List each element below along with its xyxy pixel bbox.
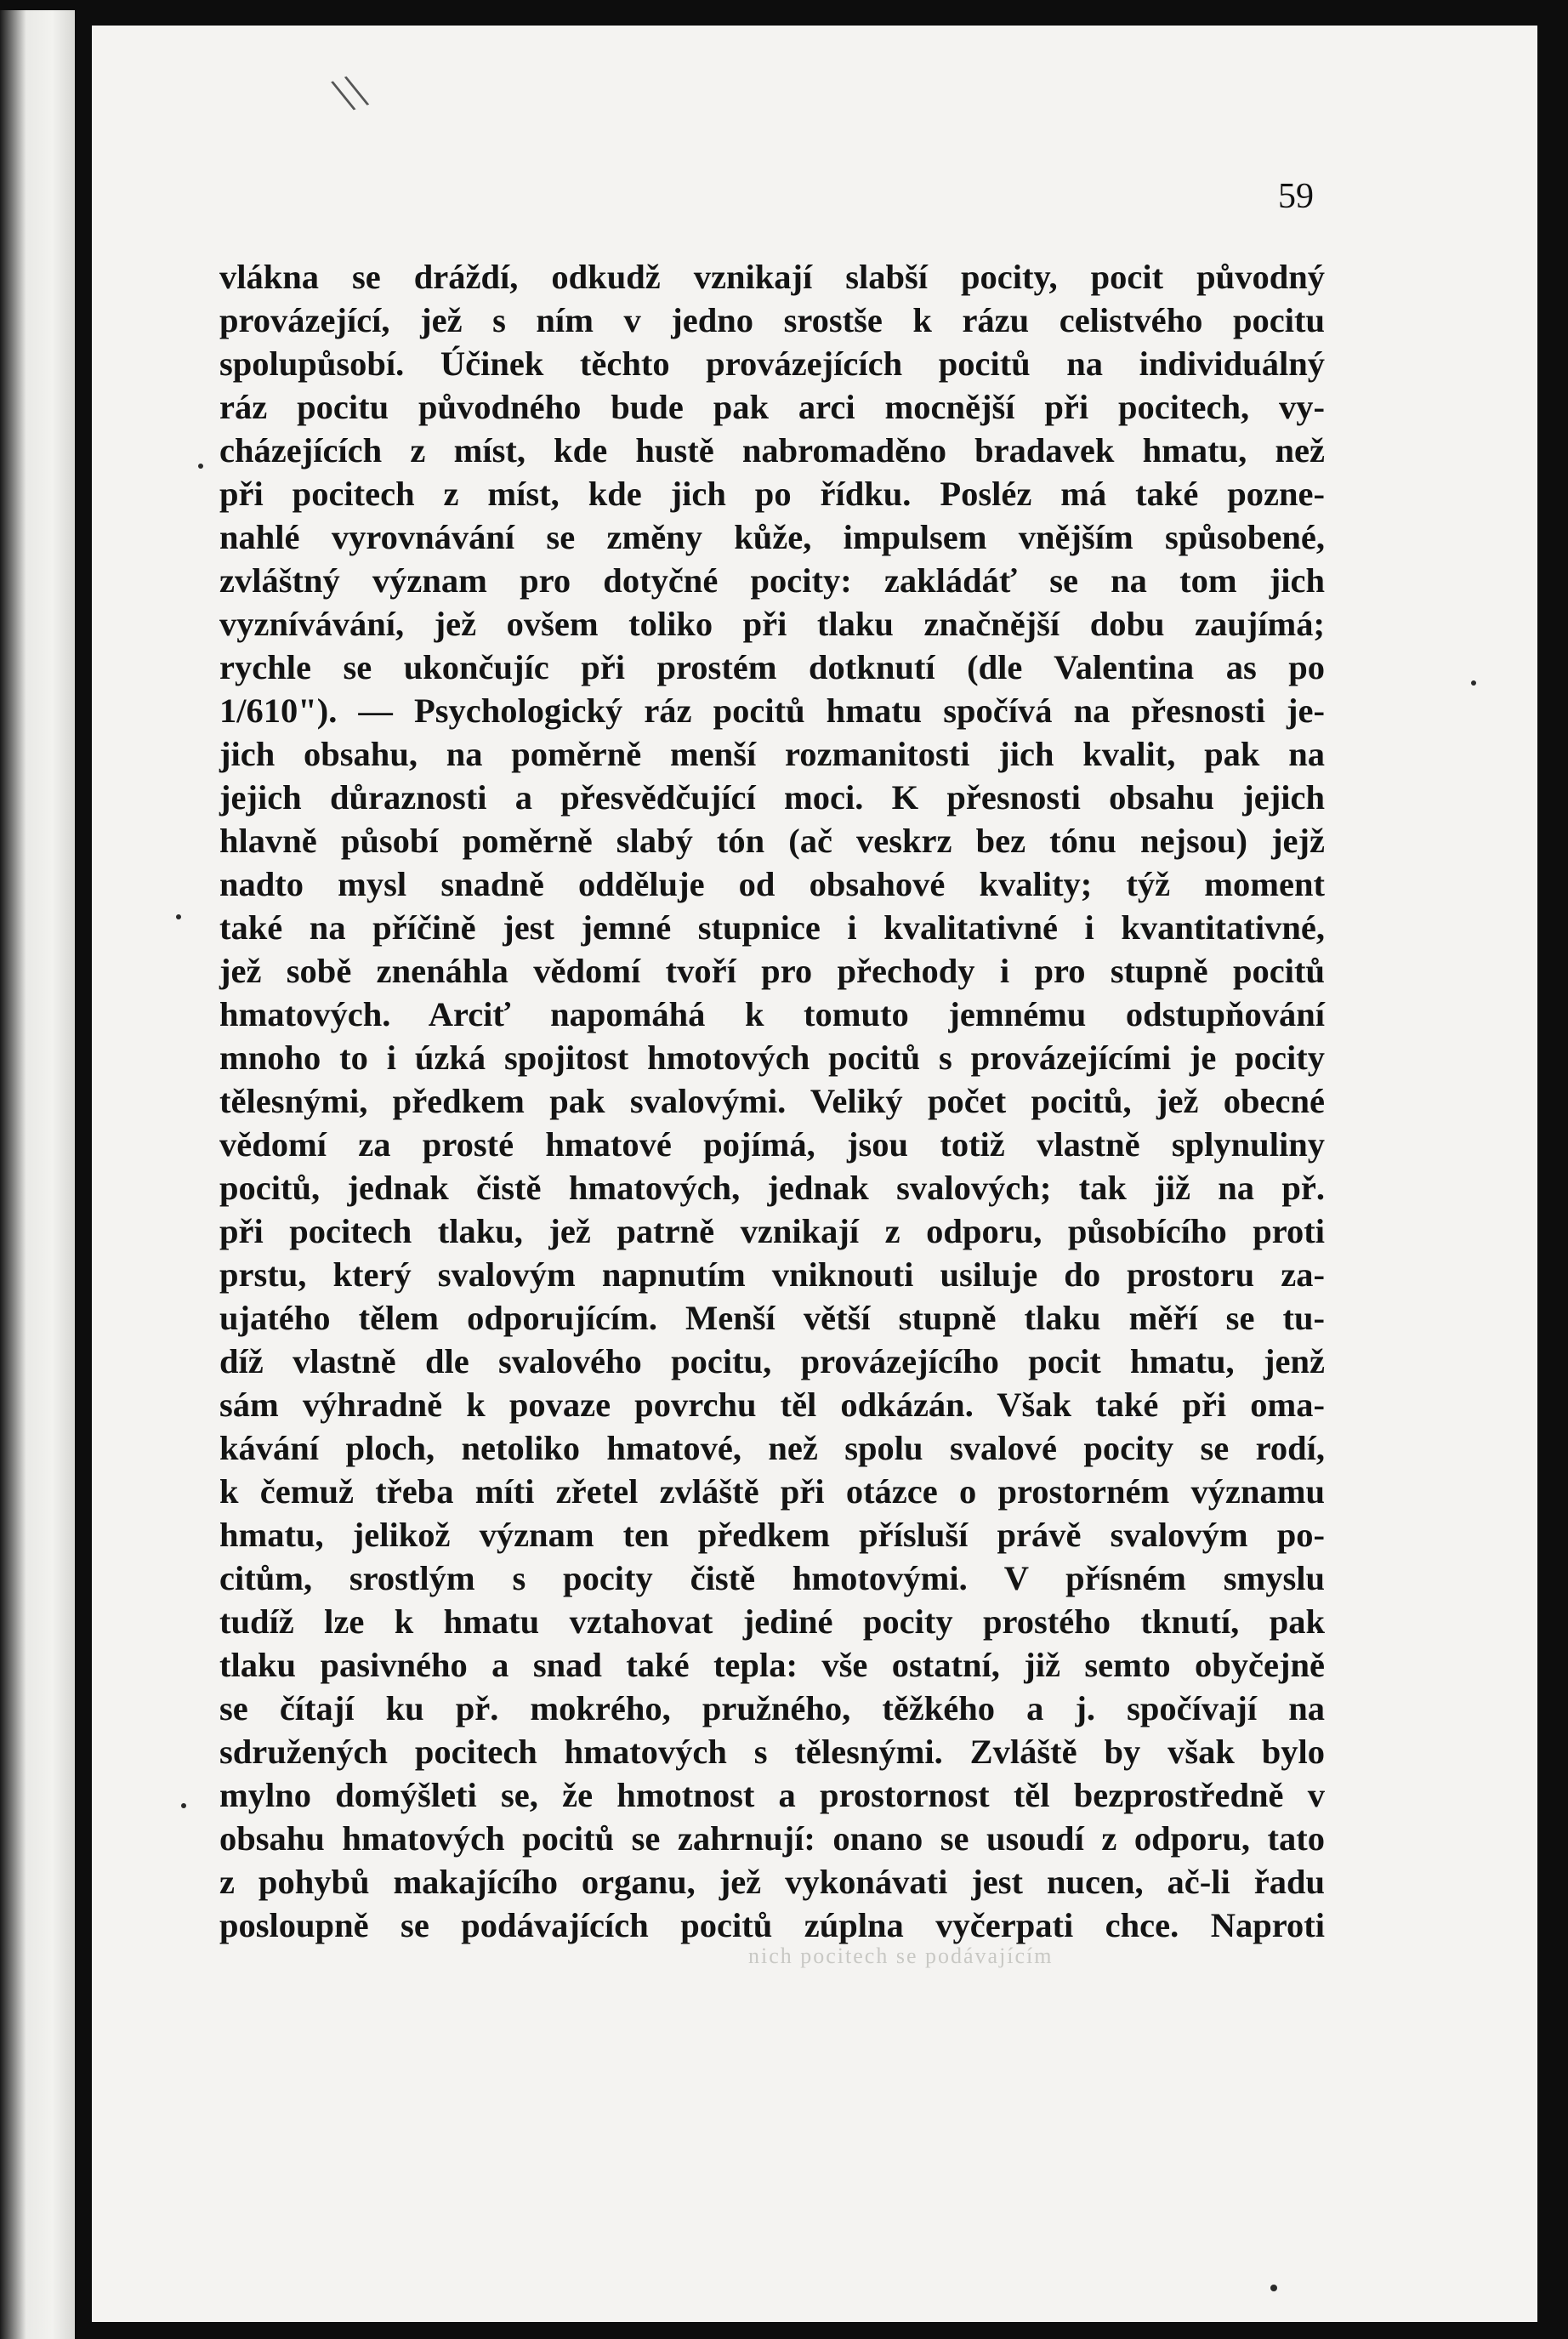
text-line: provázející, jež s ním v jedno srostše k rázu celistvého pocitu <box>219 301 1325 339</box>
text-line: nahlé vyrovnávání se změny kůže, impulsem vnějším spůsobené, <box>219 518 1325 556</box>
text-line: vědomí za prosté hmatové pojímá, jsou totiž vlastně splynuliny <box>219 1125 1325 1164</box>
text-line: ráz pocitu původného bude pak arci mocnější při pocitech, vy- <box>219 388 1325 426</box>
text-line: vyznívávání, jež ovšem toliko při tlaku značnější dobu zaujímá; <box>219 605 1325 643</box>
bleed-through-text: nich pocitech se podávajícím <box>748 1943 1054 1968</box>
text-line: pocitů, jednak čistě hmatových, jednak svalových; tak již na př. <box>219 1169 1325 1207</box>
text-line: 1/610"). — Psychologický ráz pocitů hmatu spočívá na přesnosti je- <box>219 691 1325 730</box>
speck-mark <box>181 1803 186 1808</box>
speck-mark <box>1270 2285 1277 2291</box>
text-line: rychle se ukončujíc při prostém dotknutí (dle Valentina as po <box>219 648 1325 686</box>
text-line: tudíž lze k hmatu vztahovat jediné pocity prostého tknutí, pak <box>219 1602 1325 1641</box>
text-line: vlákna se dráždí, odkudž vznikají slabší pocity, pocit původný <box>219 258 1325 296</box>
text-line: se čítají ku př. mokrého, pružného, těžkého a j. spočívají na <box>219 1689 1325 1727</box>
previous-page-edge <box>0 10 75 2339</box>
text-line: tělesnými, předkem pak svalovými. Veliký počet pocitů, jež obecné <box>219 1082 1325 1120</box>
text-line: posloupně se podávajících pocitů zúplna vyčerpati chce. Naproti <box>219 1906 1325 1944</box>
text-line: nadto mysl snadně odděluje od obsahové kvality; týž moment <box>219 865 1325 903</box>
text-line: hmatu, jelikož význam ten předkem přísluší právě svalovým po- <box>219 1516 1325 1554</box>
text-line: jejich důraznosti a přesvědčující moci. K přesnosti obsahu jejich <box>219 778 1325 817</box>
text-line: sám výhradně k povaze povrchu těl odkázán. Však také při oma- <box>219 1386 1325 1424</box>
body-text <box>219 255 1325 1947</box>
text-line: sdružených pocitech hmatových s tělesnými. Zvláště by však bylo <box>219 1733 1325 1771</box>
text-line: jež sobě znenáhla vědomí tvoří pro přechody i pro stupně pocitů <box>219 952 1325 990</box>
speck-mark <box>176 914 181 919</box>
pencil-mark: \\ <box>327 61 373 124</box>
text-line: také na příčině jest jemné stupnice i kvalitativné i kvantitativné, <box>219 908 1325 947</box>
text-line: spolupůsobí. Účinek těchto provázejících pocitů na individuálný <box>219 344 1325 383</box>
text-line: mylno domýšleti se, že hmotnost a prostornost těl bezprostředně v <box>219 1776 1325 1814</box>
text-line: při pocitech tlaku, jež patrně vznikají z odporu, působícího proti <box>219 1212 1325 1250</box>
text-line: obsahu hmatových pocitů se zahrnují: onano se usoudí z odporu, tato <box>219 1819 1325 1858</box>
speck-mark <box>198 464 203 469</box>
text-line: kávání ploch, netoliko hmatové, než spolu svalové pocity se rodí, <box>219 1429 1325 1467</box>
text-line: hmatových. Arciť napomáhá k tomuto jemnému odstupňování <box>219 995 1325 1033</box>
text-line: díž vlastně dle svalového pocitu, provázejícího pocit hmatu, jenž <box>219 1342 1325 1380</box>
text-line: k čemuž třeba míti zřetel zvláště při otázce o prostorném významu <box>219 1472 1325 1511</box>
text-line: jich obsahu, na poměrně menší rozmanitosti jich kvalit, pak na <box>219 735 1325 773</box>
text-line: z pohybů makajícího organu, jež vykonávati jest nucen, ač-li řadu <box>219 1863 1325 1901</box>
text-line: zvláštný význam pro dotyčné pocity: zakládáť se na tom jich <box>219 561 1325 600</box>
text-line: prstu, který svalovým napnutím vniknouti usiluje do prostoru za- <box>219 1255 1325 1294</box>
text-line: hlavně působí poměrně slabý tón (ač veskrz bez tónu nejsou) jejž <box>219 822 1325 860</box>
text-line: tlaku pasivného a snad také tepla: vše ostatní, již semto obyčejně <box>219 1646 1325 1684</box>
text-line: cházejících z míst, kde hustě nabromaděno bradavek hmatu, než <box>219 431 1325 470</box>
text-line: mnoho to i úzká spojitost hmotových pocitů s provázejícími je pocity <box>219 1039 1325 1077</box>
text-line: ujatého tělem odporujícím. Menší větší stupně tlaku měří se tu- <box>219 1299 1325 1337</box>
text-line: při pocitech z míst, kde jich po řídku. Posléz má také pozne- <box>219 475 1325 513</box>
text-line: citům, srostlým s pocity čistě hmotovými. V přísném smyslu <box>219 1559 1325 1597</box>
speck-mark <box>1471 680 1476 686</box>
page-number: 59 <box>1278 177 1314 216</box>
